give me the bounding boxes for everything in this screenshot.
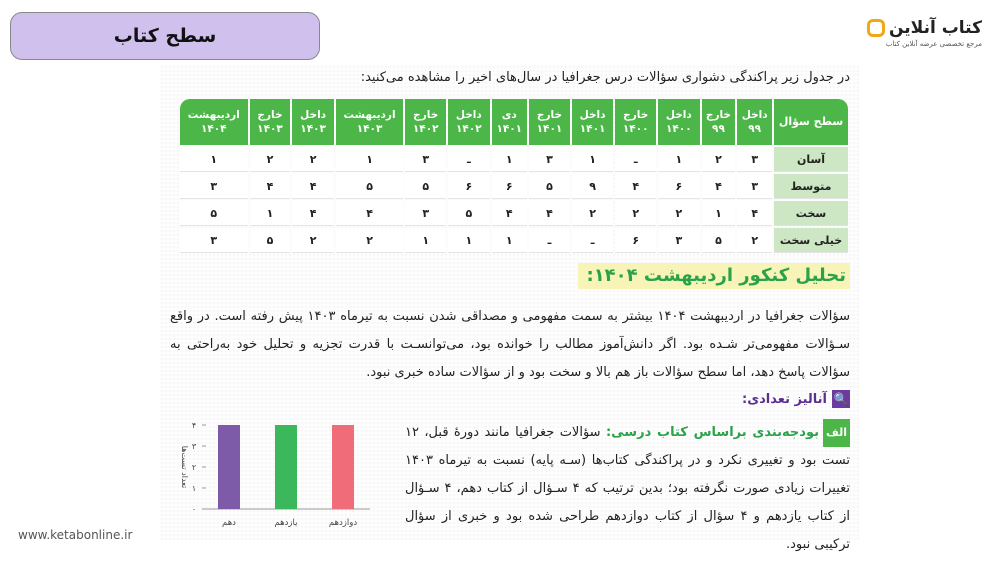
table-row <box>180 228 848 253</box>
table-cell: ۱ <box>492 228 528 253</box>
y-tick-label: ۲ <box>191 463 197 472</box>
column-header: خارج ۱۴۰۱ <box>529 99 570 145</box>
column-header: اردیبهشت ۱۴۰۴ <box>180 99 248 145</box>
book-distribution-chart <box>170 417 400 527</box>
table-row <box>180 147 848 172</box>
table-cell: ۵ <box>250 228 291 253</box>
y-tick-label: ۰ <box>191 505 197 514</box>
table-cell: ۳ <box>405 147 446 172</box>
table-cell: ۳ <box>737 174 772 199</box>
table-cell: ۴ <box>529 201 570 226</box>
y-tick-label: ۱ <box>191 484 197 493</box>
logo <box>832 18 982 58</box>
section-heading: تحلیل کنکور اردیبهشت ۱۴۰۴: <box>578 263 850 289</box>
column-header: اردیبهشت ۱۴۰۳ <box>336 99 403 145</box>
table-cell: ۵ <box>405 174 446 199</box>
table-cell: ۲ <box>292 147 333 172</box>
table-cell: ۱ <box>405 228 446 253</box>
table-cell: ـ <box>572 228 613 253</box>
table-row <box>180 201 848 226</box>
analysis-title: آنالیز تعدادی: <box>742 391 827 407</box>
table-cell: ۱ <box>180 147 248 172</box>
bar-1 <box>218 425 240 509</box>
budget-paragraph <box>405 419 850 559</box>
table-cell: ـ <box>448 147 489 172</box>
table-cell: ۴ <box>292 174 333 199</box>
bar-3 <box>332 425 354 509</box>
table-cell: ۴ <box>702 174 736 199</box>
magnifier-icon: 🔍 <box>833 392 849 406</box>
analysis-subheading <box>742 390 850 408</box>
difficulty-table <box>178 97 850 255</box>
logo-name: کتاب آنلاین <box>888 18 982 38</box>
table-cell: ۴ <box>615 174 656 199</box>
row-label: متوسط <box>774 174 848 199</box>
section-marker: الف <box>823 419 850 447</box>
row-label: آسان <box>774 147 848 172</box>
table-cell: ۲ <box>336 228 403 253</box>
table-cell: ۱ <box>702 201 736 226</box>
table-cell: ۴ <box>292 201 333 226</box>
intro-text: در جدول زیر پراکندگی دشواری سؤالات درس جغرافیا در سال‌های اخیر را مشاهده می‌کنید: <box>360 70 850 85</box>
table-cell: ۱ <box>250 201 291 226</box>
budget-label: بودجه‌بندی براساس کتاب درسی: <box>605 425 819 440</box>
table-cell: ۲ <box>737 228 772 253</box>
column-header: داخل ۱۴۰۳ <box>292 99 333 145</box>
y-tick-label: ۴ <box>191 421 197 430</box>
table-cell: ۳ <box>180 228 248 253</box>
y-tick-label: ۳ <box>191 442 197 451</box>
website-url: www.ketabonline.ir <box>18 528 133 542</box>
table-cell: ۴ <box>336 201 403 226</box>
budget-text: سؤالات جغرافیا مانند دورهٔ قبل، ۱۲ تست بود و تغییری نکرد و در پراکندگی کتاب‌ها (سـه پایه) نسبت به تیرماه ۱۴۰۳ تغییرات زیادی صورت نگرفته بود؛ بدین ترتیب که ۴ سـؤال از کتاب دهم، ۴ سـؤال از کتاب یازدهم و ۴ سؤال از کتاب دوازدهم طراحی شده بود و خبری از سؤال ترکیبی نبود. <box>405 425 851 552</box>
table-cell: ۱ <box>336 147 403 172</box>
column-header: داخل ۱۴۰۱ <box>572 99 613 145</box>
column-header: خارج ۹۹ <box>702 99 736 145</box>
y-axis-label: تعداد تست‌ها <box>180 445 189 489</box>
table-cell: ۴ <box>737 201 772 226</box>
table-cell: ـ <box>615 147 656 172</box>
table-cell: ۵ <box>529 174 570 199</box>
table-cell: ۹ <box>572 174 613 199</box>
bar-2 <box>275 425 297 509</box>
table-cell: ۳ <box>658 228 699 253</box>
table-cell: ۲ <box>292 228 333 253</box>
row-label: خیلی سخت <box>774 228 848 253</box>
table-cell: ۲ <box>572 201 613 226</box>
table-cell: ۲ <box>250 147 291 172</box>
x-tick-label: دهم <box>222 518 236 527</box>
column-header: خارج ۱۴۰۳ <box>250 99 291 145</box>
table-cell: ۲ <box>658 201 699 226</box>
table-cell: ۲ <box>702 147 736 172</box>
section-badge: سطح کتاب <box>10 12 320 60</box>
table-cell: ۱ <box>492 147 528 172</box>
column-header: داخل ۹۹ <box>737 99 772 145</box>
table-cell: ـ <box>529 228 570 253</box>
column-header: سطح سؤال <box>774 99 848 145</box>
column-header: داخل ۱۴۰۲ <box>448 99 489 145</box>
table-cell: ۶ <box>658 174 699 199</box>
table-cell: ۴ <box>250 174 291 199</box>
table-cell: ۱ <box>658 147 699 172</box>
table-cell: ۴ <box>492 201 528 226</box>
table-cell: ۵ <box>448 201 489 226</box>
table-header-row <box>180 99 848 145</box>
x-tick-label: دوازدهم <box>328 518 358 527</box>
column-header: خارج ۱۴۰۰ <box>615 99 656 145</box>
content-panel <box>160 65 860 552</box>
table-cell: ۵ <box>702 228 736 253</box>
logo-tagline: مرجع تخصصی عرضه آنلاین کتاب <box>885 40 982 48</box>
column-header: داخل ۱۴۰۰ <box>658 99 699 145</box>
column-header: دی ۱۴۰۱ <box>492 99 528 145</box>
table-row <box>180 174 848 199</box>
table-cell: ۵ <box>336 174 403 199</box>
table-cell: ۵ <box>180 201 248 226</box>
table-cell: ۱ <box>572 147 613 172</box>
table-cell: ۶ <box>448 174 489 199</box>
table-cell: ۳ <box>737 147 772 172</box>
table-cell: ۳ <box>405 201 446 226</box>
logo-icon <box>867 19 885 37</box>
table-cell: ۲ <box>615 201 656 226</box>
table-cell: ۳ <box>180 174 248 199</box>
column-header: خارج ۱۴۰۲ <box>405 99 446 145</box>
analysis-paragraph: سؤالات جغرافیا در اردیبهشت ۱۴۰۴ بیشتر به سمت مفهومی و مصداقی شدن نسبت به تیرماه ۱۴۰۳ پیش رفته است. در واقع سـؤالات مفهومی‌تر شـده بود. اگر دانش‌آموز مطالب را خوانده بود، می‌توانسـت با قدرت تجزیه و تحلیل خود به‌راحتی به سؤالات پاسخ دهد، اما سطح سؤالات باز هم بالا و سخت بود و از سؤالات ساده خبری نبود. <box>170 309 851 380</box>
table-cell: ۶ <box>615 228 656 253</box>
table-cell: ۳ <box>529 147 570 172</box>
x-tick-label: یازدهم <box>274 518 298 527</box>
table-cell: ۶ <box>492 174 528 199</box>
table-cell: ۱ <box>448 228 489 253</box>
row-label: سخت <box>774 201 848 226</box>
